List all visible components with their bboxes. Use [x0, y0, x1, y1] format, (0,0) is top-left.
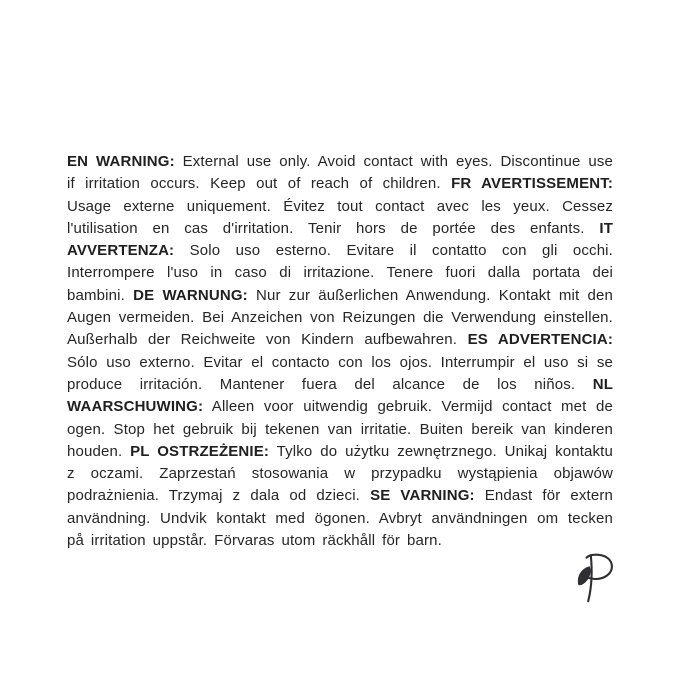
- warning-heading-de: DE WARNUNG:: [133, 286, 248, 304]
- warning-body-it: Solo uso esterno. Evitare il contatto con gli occhi. Interrompere l'uso in caso di irritazione. Tenere fuori dalla portata dei bambini.: [67, 242, 613, 304]
- warning-heading-it: IT AVVERTENZA:: [67, 219, 614, 260]
- warning-heading-es: ES ADVERTENCIA:: [467, 331, 613, 349]
- warning-body-pl: Tylko do użytku zewnętrznego. Unikaj kontaktu z oczami. Zaprzestań stosowania w przypadku wystąpienia objawów podrażnienia. Trzymaj z dala od dzieci.: [67, 442, 613, 505]
- warning-heading-nl: NL WAARSCHUWING:: [67, 375, 614, 416]
- brand-logo: [576, 553, 614, 603]
- warning-body-nl: Alleen voor uitwendig gebruik. Vermijd contact met de ogen. Stop het gebruik bij tekenen van irritatie. Buiten bereik van kinderen houden.: [67, 398, 613, 460]
- warning-text: [67, 151, 613, 552]
- warning-body-de: Nur zur äußerlichen Anwendung. Kontakt mit den Augen vermeiden. Bei Anzeichen von Reizungen die Verwendung einstellen. Außerhalb der Reichweite von Kindern aufbewahren.: [67, 286, 613, 349]
- warning-heading-en: EN WARNING:: [67, 153, 175, 170]
- p-leaf-logo-icon: [576, 553, 614, 603]
- warning-heading-pl: PL OSTRZEŻENIE:: [130, 442, 270, 460]
- warning-body-en: External use only. Avoid contact with eyes. Discontinue use if irritation occurs. Keep out of reach of children.: [67, 153, 613, 193]
- warning-heading-se: SE VARNING:: [370, 487, 475, 505]
- warning-body-es: Sólo uso externo. Evitar el contacto con los ojos. Interrumpir el uso si se produce irritación. Mantener fuera del alcance de los niños.: [67, 353, 613, 393]
- warning-body-se: Endast för extern användning. Undvik kontakt med ögonen. Avbryt användningen om tecken på irritation uppstår. Förvaras utom räckhåll för barn.: [67, 487, 613, 550]
- warning-heading-fr: FR AVERTISSEMENT:: [451, 175, 613, 193]
- warning-body-fr: Usage externe uniquement. Évitez tout contact avec les yeux. Cessez l'utilisation en cas d'irritation. Tenir hors de portée des enfants.: [67, 197, 613, 237]
